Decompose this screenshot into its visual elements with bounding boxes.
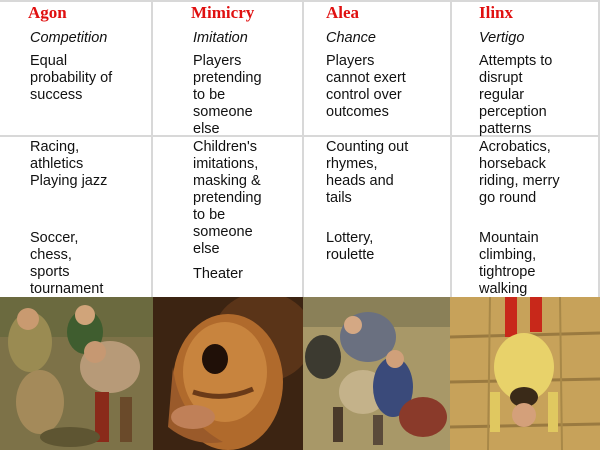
painting-detail-children-playing-alea <box>303 297 450 450</box>
examples-text: Counting out rhymes, heads and tails <box>326 139 409 206</box>
more-examples-text: Theater <box>193 266 243 282</box>
examples-text: Racing, athletics Playing jazz <box>30 139 108 189</box>
column-subtitle: Vertigo <box>479 30 525 46</box>
painting-detail-mask <box>153 297 303 450</box>
column-subtitle: Imitation <box>193 30 248 46</box>
column-divider <box>450 0 452 297</box>
examples-text: Children's imitations, masking & pretending to be someone else <box>193 139 262 257</box>
definition-text: Attempts to disrupt regular perception patterns <box>479 53 553 137</box>
column-subtitle: Chance <box>326 30 376 46</box>
column-title: Ilinx <box>479 3 514 22</box>
painting-detail-handstand-ilinx <box>450 297 600 450</box>
column-mimicry <box>155 0 301 297</box>
column-title: Mimicry <box>191 3 255 22</box>
definition-text: Players cannot exert control over outcomes <box>326 53 406 120</box>
column-divider <box>151 0 153 297</box>
painting-detail-children-games-agon <box>0 297 153 450</box>
column-ilinx <box>455 0 598 297</box>
definition-text: Players pretending to be someone else <box>193 53 262 137</box>
column-divider <box>302 0 304 297</box>
examples-text: Acrobatics, horseback riding, merry go round <box>479 139 560 206</box>
column-title: Agon <box>28 3 67 22</box>
column-subtitle: Competition <box>30 30 108 46</box>
more-examples-text: Soccer, chess, sports tournament <box>30 230 104 297</box>
column-agon <box>6 0 150 297</box>
more-examples-text: Mountain climbing, tightrope walking <box>479 230 539 297</box>
column-title: Alea <box>326 3 360 22</box>
column-alea <box>306 0 450 297</box>
definition-text: Equal probability of success <box>30 53 113 103</box>
more-examples-text: Lottery, roulette <box>326 230 375 263</box>
